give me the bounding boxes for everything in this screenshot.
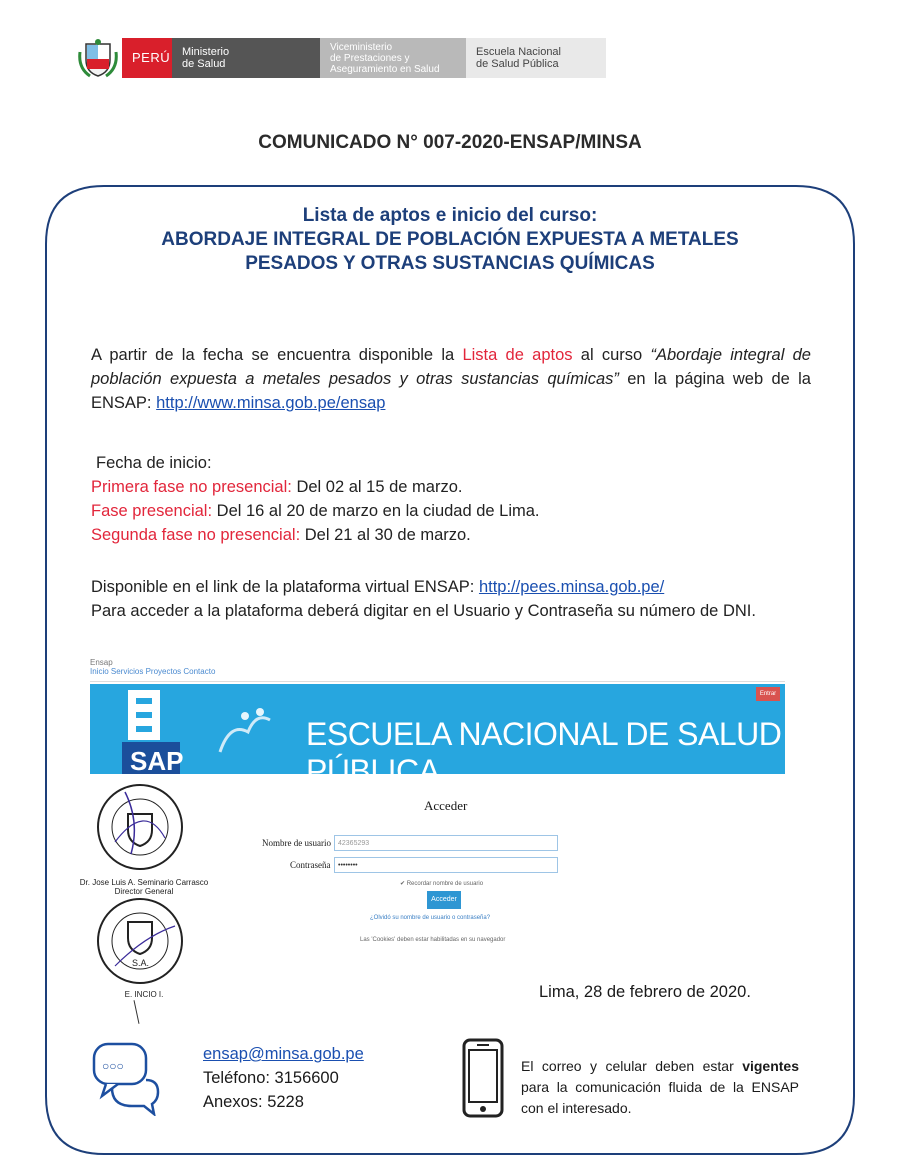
platform-paragraph: Disponible en el link de la plataforma virtual ENSAP: http://pees.minsa.gob.pe/ Para acceder a la plataforma deberá digitar en el Usuario y Contraseña su número de DNI. (91, 578, 756, 620)
signer-1-title: Director General (114, 887, 174, 896)
page-title: COMUNICADO N° 007-2020-ENSAP/MINSA (258, 132, 642, 153)
username-label: Nombre de usuario (262, 838, 331, 848)
password-input[interactable]: •••••••• (334, 857, 558, 873)
signer-1-name: Dr. Jose Luis A. Seminario Carrasco (79, 878, 209, 887)
contact-phone: Teléfono: 3156600 (203, 1069, 339, 1087)
escuela-label: Escuela Nacional de Salud Pública (466, 38, 606, 78)
chat-bubble-icon (92, 1036, 162, 1116)
date-row-2: Fase presencial: Del 16 al 20 de marzo en la ciudad de Lima. (91, 502, 540, 520)
decorative-figures-icon (200, 702, 290, 762)
viceministerio-label: Viceministerio de Prestaciones y Aseguramiento en Salud (320, 38, 466, 78)
site-nav: Inicio Servicios Proyectos Contacto (90, 667, 216, 676)
date-row-1: Primera fase no presencial: Del 02 al 15 de marzo. (91, 478, 463, 496)
forgot-password-link[interactable]: ¿Olvidó su nombre de usuario o contraseña? (370, 915, 491, 921)
svg-text:SAP: SAP (130, 746, 184, 774)
ensap-web-link[interactable]: http://www.minsa.gob.pe/ensap (156, 394, 386, 412)
date-row-3: Segunda fase no presencial: Del 21 al 30 de marzo. (91, 526, 471, 544)
cookies-note: Las 'Cookies' deben estar habilitadas en su navegador (360, 937, 506, 943)
course-name: “Abordaje integral de población expuesta a metales pesados y otras sustancias químicas” (91, 346, 811, 388)
dates-label: Fecha de inicio: (96, 454, 212, 472)
ministry-seal-1 (95, 782, 185, 872)
ministry-seal-2 (95, 896, 185, 986)
username-input[interactable]: 42365293 (334, 835, 558, 851)
subtitle-line-1: Lista de aptos e inicio del curso: (302, 205, 598, 226)
platform-link[interactable]: http://pees.minsa.gob.pe/ (478, 578, 665, 596)
mobile-phone-icon (462, 1038, 504, 1118)
header-logos (78, 38, 606, 78)
login-link-button[interactable]: Entrar (756, 687, 780, 701)
peru-crest-icon (78, 38, 118, 78)
login-button[interactable]: Acceder (427, 891, 461, 909)
svg-text:○○○: ○○○ (102, 1059, 124, 1073)
aptos-highlight: Lista de aptos (462, 346, 573, 364)
login-title: Acceder (424, 798, 468, 813)
subtitle-line-3: PESADOS Y OTRAS SUSTANCIAS QUÍMICAS (245, 253, 655, 274)
remember-checkbox[interactable]: ✔ Recordar nombre de usuario (400, 881, 484, 887)
nav-divider (90, 681, 785, 682)
contact-email-link[interactable]: ensap@minsa.gob.pe (203, 1045, 364, 1063)
contact-extension: Anexos: 5228 (203, 1093, 304, 1111)
place-date: Lima, 28 de febrero de 2020. (539, 983, 751, 1001)
ensap-logo-icon (110, 690, 200, 774)
password-label: Contraseña (290, 860, 331, 870)
subtitle-line-2: ABORDAJE INTEGRAL DE POBLACIÓN EXPUESTA A METALES (161, 229, 739, 250)
peru-label: PERÚ (122, 38, 172, 78)
notice-paragraph: El correo y celular deben estar vigentes para la comunicación fluida de la ENSAP con el interesado. (521, 1058, 800, 1116)
site-name: Ensap (90, 658, 113, 667)
svg-text:S.A.: S.A. (132, 958, 150, 968)
ministerio-label: Ministerio de Salud (172, 38, 320, 78)
intro-paragraph: A partir de la fecha se encuentra disponible la Lista de aptos al curso “Abordaje integral de población expuesta a metales pesados y otras sustancias químicas” en la página web de la ENSAP: http://www.minsa.gob.pe/ensap (91, 346, 811, 412)
banner-title: ESCUELA NACIONAL DE SALUD PÚBLICA (306, 716, 782, 789)
signer-2-name: E. INCIO I. (124, 990, 164, 999)
